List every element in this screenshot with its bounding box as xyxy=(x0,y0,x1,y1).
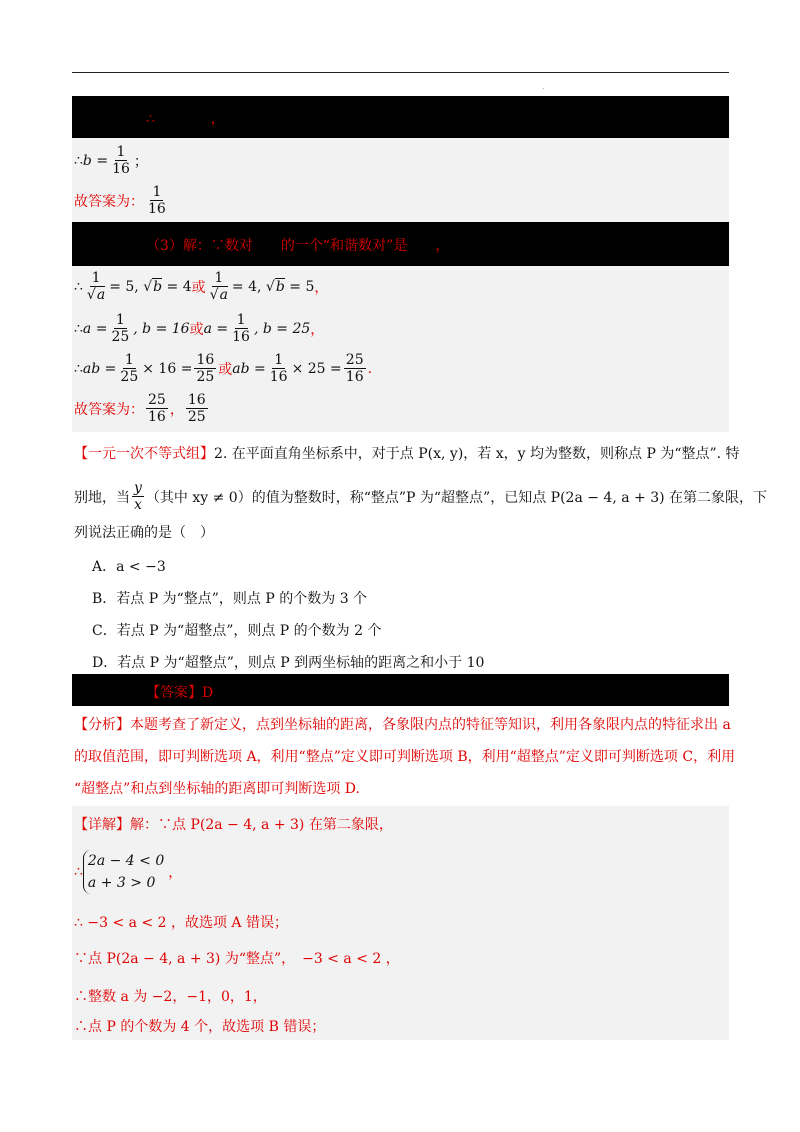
radicand: b xyxy=(275,279,285,295)
denominator: √a xyxy=(209,287,228,303)
denominator: 25 xyxy=(120,369,139,385)
inequality-2: a + 3 > 0 xyxy=(87,875,156,891)
eq-line-1: ∴ $\frac{1}{√a}$ = 5, √ b = 4 或 $\frac{1}{√a}$ = 4, √ b = 5 ， xyxy=(74,270,329,303)
denominator: √a xyxy=(86,287,106,303)
eq-line-2 xyxy=(74,312,324,345)
radicand: b xyxy=(153,279,163,295)
punct: ， xyxy=(310,321,325,338)
fraction xyxy=(118,352,140,385)
punct: ； xyxy=(133,153,148,170)
line-b-value xyxy=(74,144,148,177)
therefore-symbol: ∴ xyxy=(74,320,83,337)
numerator: 1 xyxy=(115,312,125,328)
question-line-2 xyxy=(74,480,767,513)
detail-line-1 xyxy=(74,814,393,834)
therefore-symbol: ∴ xyxy=(74,152,83,169)
denominator: 25 xyxy=(196,369,215,385)
detail-tag: 【详解】 xyxy=(74,817,130,833)
fraction xyxy=(85,270,107,303)
therefore-symbol: ∴ xyxy=(74,360,83,377)
numerator: 1 xyxy=(91,270,101,286)
header-mark: . xyxy=(542,82,545,91)
equation-part: × 16 = xyxy=(142,360,193,377)
separator: ， xyxy=(169,401,184,418)
equation-part: a = xyxy=(203,320,229,337)
denominator: 25 xyxy=(187,409,206,425)
masked-band-part3 xyxy=(72,222,729,266)
numerator: 1 xyxy=(116,144,126,160)
answer-bar xyxy=(72,674,729,706)
therefore-symbol: ∴ xyxy=(74,864,83,880)
punct: . xyxy=(367,360,373,377)
inequality-1: 2a − 4 < 0 xyxy=(87,853,165,869)
numerator: y xyxy=(134,480,142,496)
denominator: 16 xyxy=(148,409,166,425)
option-b: B．若点 P 为“整点”，则点 P 的个数为 3 个 xyxy=(92,591,368,607)
denominator: x xyxy=(134,497,142,513)
detail-line-2: ∴ −3 < a < 2 ，故选项 A 错误； xyxy=(74,915,288,931)
option-d: D．若点 P 为“超整点”，则点 P 到两坐标轴的距离之和小于 10 xyxy=(92,655,485,671)
detail-line-3: ∵点 P(2a − 4, a + 3) 为“整点”， −3 < a < 2 ， xyxy=(74,951,400,967)
equation-part: = 4 xyxy=(166,278,192,295)
radicand: a xyxy=(96,287,106,303)
answer-bar-text: 【答案】D xyxy=(146,685,214,701)
question-tag: 【一元一次不等式组】 xyxy=(74,446,214,462)
or-word: 或 xyxy=(218,361,233,378)
equation-part: a = xyxy=(82,320,108,337)
top-band-text: ∴ ， xyxy=(146,111,225,127)
question-line-1 xyxy=(74,443,740,463)
question-line-3: 列说法正确的是（ ） xyxy=(74,525,214,541)
or-word: 或 xyxy=(191,279,206,296)
solution-block-1 xyxy=(72,138,729,222)
fraction xyxy=(110,144,132,177)
equation-part: = 4, xyxy=(231,278,262,295)
eq-line-3 xyxy=(74,352,372,385)
lhs: b = xyxy=(82,152,109,169)
equation-part: × 25 = xyxy=(291,360,342,377)
denominator: 16 xyxy=(269,369,288,385)
fraction xyxy=(132,480,144,513)
therefore-symbol: ∴ xyxy=(74,278,83,295)
numerator: 1 xyxy=(214,270,224,286)
equation-part: ab = xyxy=(82,360,117,377)
equation-part: = 5, xyxy=(109,278,139,295)
denominator: 16 xyxy=(148,201,166,217)
question-text: 别地，当 xyxy=(74,489,130,506)
fraction xyxy=(268,352,290,385)
numerator: 1 xyxy=(274,352,284,368)
fraction xyxy=(208,270,230,303)
detail-text: 解：∵点 P(2a − 4, a + 3) 在第二象限， xyxy=(130,817,393,833)
analysis-line-1: 【分析】本题考查了新定义，点到坐标轴的距离，各象限内点的特征等知识，利用各象限内点的特征求出 a xyxy=(74,717,731,733)
part3-text: （3）解：∵数对 的一个“和谐数对”是 ， xyxy=(146,238,450,254)
detail-line-4: ∴整数 a 为 −2，−1，0，1， xyxy=(74,989,267,1005)
fraction xyxy=(146,392,168,425)
numerator: 25 xyxy=(148,392,166,408)
punct: ， xyxy=(168,865,183,881)
header-rule xyxy=(72,72,729,73)
equation-part: ab = xyxy=(232,360,266,377)
numerator: 1 xyxy=(236,312,246,328)
answer-line-1 xyxy=(74,184,170,217)
fraction xyxy=(230,312,252,345)
fraction xyxy=(344,352,366,385)
numerator: 16 xyxy=(187,392,206,408)
denominator: 25 xyxy=(111,329,130,345)
denominator: 16 xyxy=(232,329,250,345)
numerator: 1 xyxy=(152,184,162,200)
numerator: 25 xyxy=(345,352,364,368)
analysis-line-2: 的取值范围，即可判断选项 A，利用“整点”定义即可判断选项 B，利用“超整点”定义即可判断选项 C，利用 xyxy=(74,749,736,765)
fraction xyxy=(109,312,131,345)
fraction xyxy=(194,352,216,385)
answer-line-3 xyxy=(74,392,210,425)
fraction xyxy=(146,184,168,217)
equation-part: = 5 xyxy=(289,278,315,295)
option-c: C．若点 P 为“超整点”，则点 P 的个数为 2 个 xyxy=(92,623,382,639)
punct: ， xyxy=(314,279,329,296)
fraction xyxy=(186,392,208,425)
equation-part: , b = 25 xyxy=(253,320,311,337)
analysis-line-3: “超整点”和点到坐标轴的距离即可判断选项 D. xyxy=(74,781,360,797)
equation-part: , b = 16 xyxy=(133,320,190,337)
numerator: 16 xyxy=(196,352,215,368)
denominator: 16 xyxy=(345,369,364,385)
question-text: 2. 在平面直角坐标系中，对于点 P(x, y)，若 x，y 均为整数，则称点 P 为“整点”. 特 xyxy=(214,446,740,462)
option-a: A．a < −3 xyxy=(92,559,166,575)
masked-band-top xyxy=(72,96,729,138)
question-text: （其中 xy ≠ 0）的值为整数时，称“整点”P 为“超整点”，已知点 P(2a − 4, a + 3) 在第二象限，下 xyxy=(145,489,768,506)
detail-line-5: ∴点 P 的个数为 4 个，故选项 B 错误； xyxy=(74,1019,326,1035)
answer-label: 故答案为： xyxy=(74,193,144,210)
denominator: 16 xyxy=(112,161,130,177)
numerator: 1 xyxy=(124,352,134,368)
or-word: 或 xyxy=(189,321,204,338)
radicand: a xyxy=(219,287,228,303)
system-brace xyxy=(83,850,164,894)
answer-label: 故答案为： xyxy=(74,401,144,418)
inequality-system xyxy=(74,850,182,894)
